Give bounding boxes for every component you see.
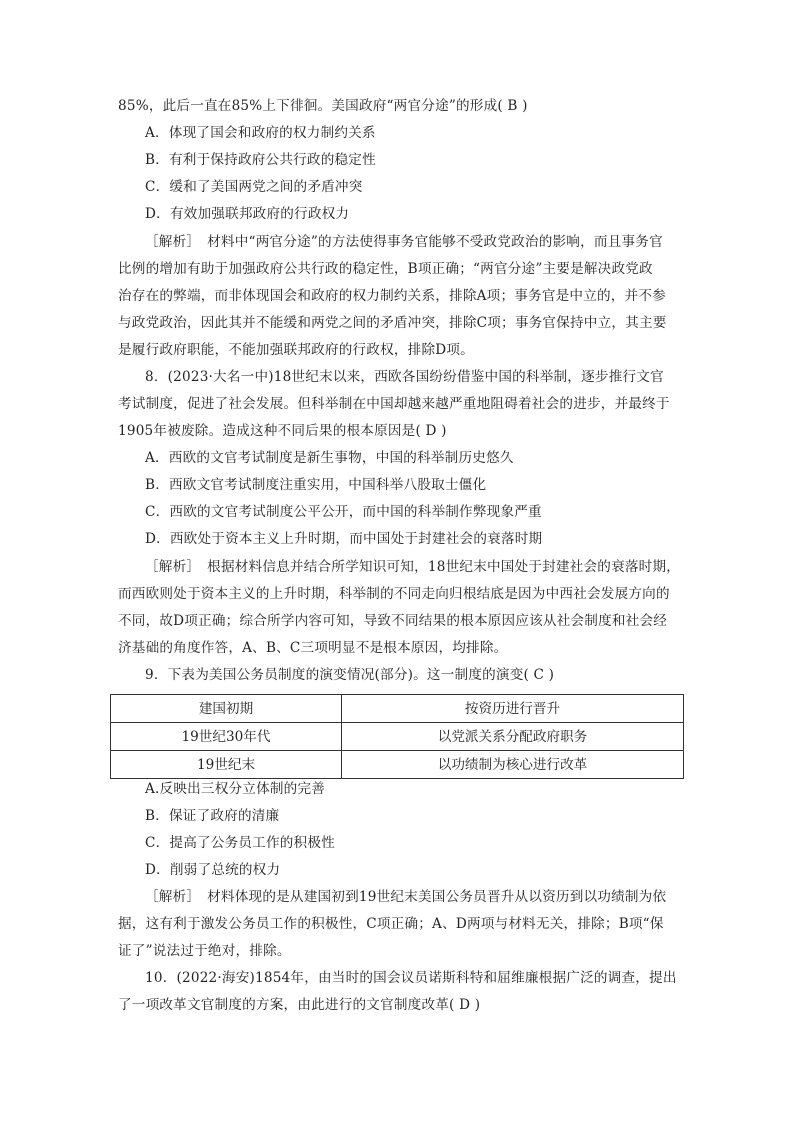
q7-option-c: C．缓和了美国两党之间的矛盾冲突 (145, 179, 363, 195)
q8-option-a: A．西欧的文官考试制度是新生事物，中国的科举制历史悠久 (145, 450, 514, 466)
q9-option-c: C．提高了公务员工作的积极性 (145, 835, 335, 851)
question-7-stem-end: 85%，此后一直在85%上下徘徊。美国政府“两官分途”的形成( B ) (118, 98, 528, 114)
table-cell: 19世纪30年代 (111, 723, 342, 751)
q8-analysis-line-1: ［解析］ 根据材料信息并结合所学知识可知，18世纪末中国处于封建社会的衰落时期， (145, 559, 681, 575)
q7-option-b: B．有利于保持政府公共行政的稳定性 (145, 152, 376, 168)
table-cell: 建国初期 (111, 695, 342, 723)
q8-analysis-line-3: 不同，故D项正确；综合所学内容可知，导致不同结果的根本原因应该从社会制度和社会经 (118, 613, 668, 629)
q7-analysis-line-2: 比例的增加有助于加强政府公共行政的稳定性，B项正确；“两官分途”主要是解决政党政 (118, 261, 653, 277)
table-cell: 以功绩制为核心进行改革 (342, 751, 684, 779)
q7-option-d: D．有效加强联邦政府的行政权力 (145, 206, 350, 222)
q8-option-c: C．西欧的文官考试制度公平公开，而中国的科举制作弊现象严重 (145, 504, 542, 520)
q9-analysis-line-2: 据，这有利于激发公务员工作的积极性，C项正确；A、D两项与材料无关，排除；B项“保 (118, 916, 664, 932)
q9-option-a: A.反映出三权分立体制的完善 (145, 781, 326, 797)
q8-option-d: D．西欧处于资本主义上升时期，而中国处于封建社会的衰落时期 (145, 531, 543, 547)
table-cell: 按资历进行晋升 (342, 695, 684, 723)
q7-analysis-line-1: ［解析］ 材料中“两官分途”的方法使得事务官能够不受政党政治的影响，而且事务官 (145, 234, 663, 250)
q9-option-b: B．保证了政府的清廉 (145, 808, 280, 824)
table-cell: 以党派关系分配政府职务 (342, 723, 684, 751)
q9-option-d: D．削弱了总统的权力 (145, 862, 281, 878)
question-9-stem: 9．下表为美国公务员制度的演变情况(部分)。这一制度的演变( C ) (145, 667, 555, 683)
table-row (111, 695, 684, 723)
question-8-stem-1: 8．(2023·大名一中)18世纪末以来，西欧各国纷纷借鉴中国的科举制，逐步推行文官 (145, 369, 664, 385)
question-10-stem-2: 了一项改革文官制度的方案，由此进行的文官制度改革( D ) (118, 997, 481, 1013)
q8-analysis-line-4: 济基础的角度作答，A、B、C三项明显不是根本原因，均排除。 (118, 640, 508, 656)
question-8-stem-3: 1905年被废除。造成这种不同后果的根本原因是( D ) (118, 423, 447, 439)
table-row (111, 751, 684, 779)
q7-analysis-line-4: 与政党政治，因此其并不能缓和两党之间的矛盾冲突，排除C项；事务官保持中立，其主要 (118, 315, 667, 331)
q7-analysis-line-5: 是履行政府职能，不能加强联邦政府的行政权，排除D项。 (118, 342, 474, 358)
table-row (111, 723, 684, 751)
q8-option-b: B．西欧文官考试制度注重实用，中国科举八股取士僵化 (145, 477, 487, 493)
question-8-stem-2: 考试制度，促进了社会发展。但科举制在中国却越来越严重地阻碍着社会的进步，并最终于 (118, 396, 670, 412)
q9-analysis-line-1: ［解析］ 材料体现的是从建国初到19世纪末美国公务员晋升从以资历到以功绩制为依 (145, 889, 667, 905)
q9-analysis-line-3: 证了”说法过于绝对，排除。 (118, 943, 291, 959)
q7-analysis-line-3: 治存在的弊端，而非体现国会和政府的权力制约关系，排除A项；事务官是中立的，并不参 (118, 288, 666, 304)
table-cell: 19世纪末 (111, 751, 342, 779)
question-10-stem-1: 10．(2022·海安)1854年，由当时的国会议员诺斯科特和屈维廉根据广泛的调查，提出 (145, 970, 677, 986)
q7-option-a: A．体现了国会和政府的权力制约关系 (145, 125, 376, 141)
q8-analysis-line-2: 而西欧则处于资本主义的上升时期，科举制的不同走向归根结底是因为中西社会发展方向的 (118, 586, 670, 602)
civil-service-evolution-table (110, 694, 684, 779)
